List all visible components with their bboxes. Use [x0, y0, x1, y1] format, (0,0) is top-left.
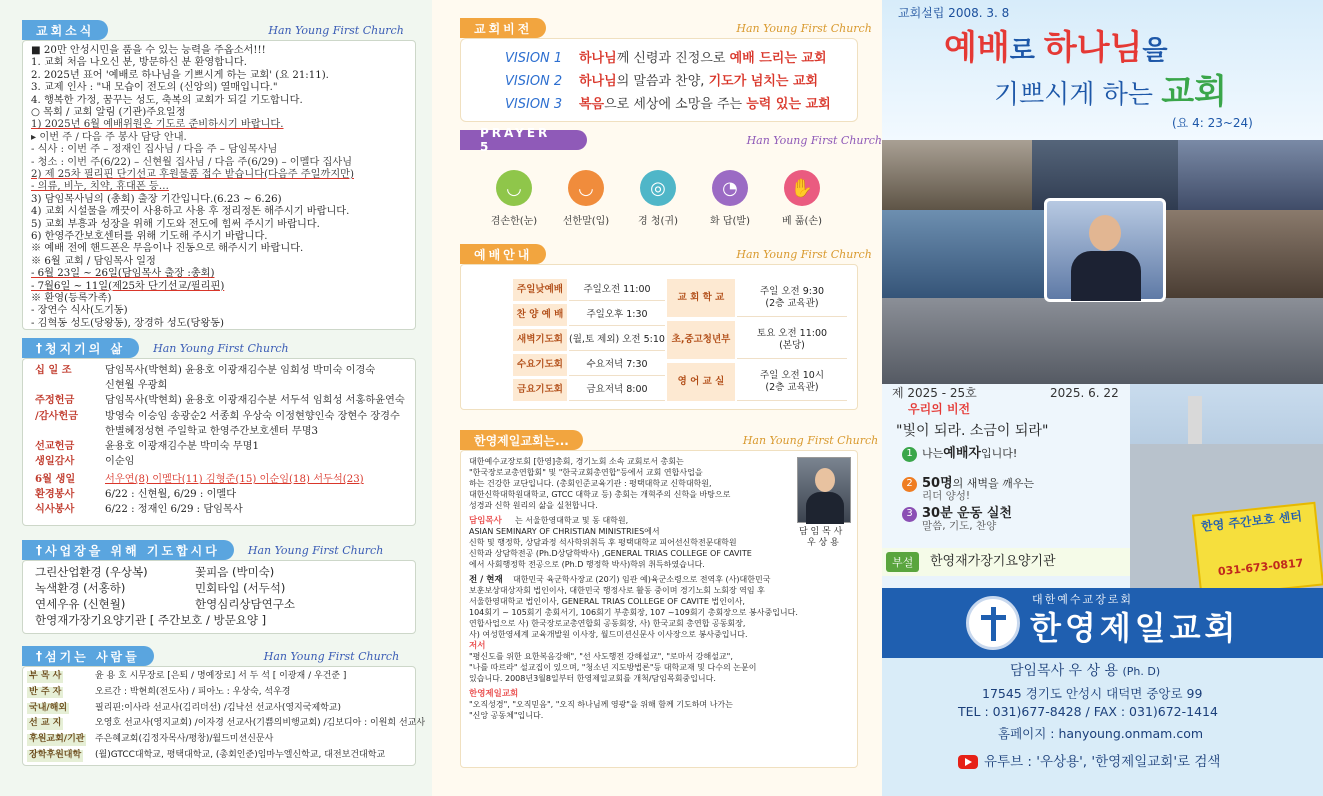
schedule-name: 교 회 학 교: [667, 279, 735, 317]
schedule-name: 초,중고청년부: [667, 321, 735, 359]
prayer-label: 경 청(귀): [638, 216, 678, 227]
photo-6: [882, 298, 1323, 384]
about-tag: 한영제일교회는...: [460, 430, 583, 450]
news-line: 1. 교회 처음 나오신 분, 방문하신 분 환영합니다.: [31, 57, 248, 69]
vision-box: [460, 38, 858, 122]
youtube-icon: [958, 755, 978, 769]
serve-text: 주은혜교회(김정자목사/평창)/월드미션신문사: [95, 734, 274, 745]
schedule-time: 주일오전 11:00: [569, 279, 665, 301]
pastor-photo: [797, 457, 851, 523]
issue-number: 제 2025 - 25호: [892, 386, 977, 400]
meal-text: 6/22 : 정재인 6/29 : 담임목사: [105, 504, 243, 515]
vision-highlight: 하나님: [579, 51, 617, 66]
workplace-item: 그린산업환경 (우상복): [35, 565, 148, 579]
news-line: - 식사 : 이번 주 – 정재인 집사님 / 다음 주 – 담임목사님: [31, 144, 278, 156]
goal-post: 입니다!: [980, 447, 1018, 460]
photo-1: [882, 140, 1032, 210]
schedule-name: 영 어 교 실: [667, 363, 735, 401]
news-line: ※ 환영(등록가족): [31, 293, 112, 304]
news-line: ※ 6월 교회 / 담임목사 일정: [31, 255, 156, 267]
birthday-text: 서우연(8) 이멜다(11) 김형준(15) 이순임(18) 서두석(23): [105, 474, 364, 485]
serve-header: [22, 646, 399, 666]
news-line: 3) 담임목사님의 (총회) 출장 기간입니다.(6.23 ~ 6.26): [31, 193, 282, 205]
serve-text: 윤 용 호 시무장로 [은퇴 / 명예장로] 서 두 석 [ 이광재 / 우건준 ]: [95, 671, 347, 681]
workplace-item: 꽃피음 (박미숙): [195, 565, 275, 579]
youtube-play: [965, 758, 972, 766]
news-en-title: Han Young First Church: [268, 23, 404, 37]
church-line: "신앙 공동체"입니다.: [469, 711, 544, 720]
workplace-item: 녹색환경 (서홍하): [35, 581, 126, 595]
offering-header: [22, 338, 289, 358]
homepage-link[interactable]: 홈페이지 : hanyoung.onmam.com: [998, 726, 1204, 741]
now-line: 사) 여성한영세계 교육개발원 이사장, 월드미션신문사 이사장으로 봉사중입니다.: [469, 630, 748, 639]
foot-icon: ◔: [712, 170, 748, 206]
serve-label: 장학후원대학: [29, 750, 82, 760]
about-line: 성경과 신학 원리의 삶을 실천합니다.: [469, 501, 598, 510]
address: 17545 경기도 안성시 대덕면 중앙로 99: [982, 686, 1203, 701]
our-vision-title: 우리의 비전: [908, 402, 971, 416]
edu-line: 신학과 상담학전공 (Ph.D상담학박사) ,GENERAL TRIAS COLLEGE OF CAVITE: [469, 549, 752, 558]
now-heading: 전 / 현재: [469, 575, 503, 585]
news-line: ▸ 이번 주 / 다음 주 봉사 담당 안내.: [31, 131, 187, 143]
vision-text: [579, 51, 827, 66]
offering-box: [22, 358, 416, 526]
vision-highlight: 하나님: [579, 74, 617, 89]
serve-text: (월)GTCC대학교, 평택대학교, (총회인준)임마누엘신학교, 대전보건대학교: [95, 750, 386, 760]
photo-3: [1178, 140, 1323, 210]
schedule-name: 수요기도회: [513, 354, 567, 376]
vision-en-title: Han Young First Church: [736, 21, 872, 35]
church-banner: [882, 588, 1323, 658]
edu-line: ASIAN SEMINARY OF CHRISTIAN MINISTRIES에서: [469, 527, 660, 536]
prayer-label: 화 답(발): [710, 216, 750, 227]
offering-en-title: Han Young First Church: [153, 341, 289, 355]
prayer-en-title: Han Young First Church: [746, 133, 882, 147]
news-line: - 7월6일 ~ 11일(제25차 단기선교/필리핀): [31, 280, 225, 292]
news-line: 6) 한영주간보호센터를 위해 기도해 주시기 바랍니다.: [31, 231, 268, 242]
offering-label: 주정헌금: [35, 394, 75, 407]
vision-panel: [432, 0, 882, 796]
prayer-header: [460, 126, 882, 154]
about-line: 대한예수교장로회 [한영]총회, 경기노회 소속 교회로서 총회는: [469, 457, 684, 466]
workplace-en-title: Han Young First Church: [247, 543, 384, 557]
pastor-name-text: 담임목사 우 상 용: [1010, 663, 1119, 679]
news-line: ※ 예배 전에 핸드폰은 무음이나 진동으로 해주시기 바랍니다.: [31, 243, 304, 255]
offering-names: 담임목사(박현희) 윤용호 이광재김수분 서두석 임희성 서홍하윤연숙: [105, 395, 405, 407]
greet-text: 6/22 : 신현월, 6/29 : 이멜다: [105, 489, 237, 500]
goal-key: 30분 운동 실천: [922, 506, 1012, 521]
attached-name: 한영재가장기요양기관: [930, 554, 1056, 569]
serve-tag-text: 섬기는 사람들: [45, 649, 140, 664]
goal-item: [902, 446, 1017, 462]
serve-label: 국내/해외: [29, 702, 68, 713]
schedule-name: 금요기도회: [513, 379, 567, 401]
vision-body: 의 말씀과 찬양,: [616, 74, 709, 89]
workplace-item: 연세우유 (신현월): [35, 597, 126, 611]
goal-key: 예배자: [943, 446, 981, 461]
schedule-name: 찬 양 예 배: [513, 304, 567, 326]
now-line: 대한민국 육군학사장교 (20기) 임관 예)육군소령으로 전역후 (사)대한민국: [513, 575, 771, 584]
schedule-time: 주일 오전 9:30 (2층 교육관): [737, 279, 847, 317]
greet-label: 환경봉사: [35, 488, 75, 500]
schedule-time: 주일오후 1:30: [569, 304, 665, 326]
serve-tag: † 섬기는 사람들: [22, 646, 154, 666]
vision-goal: 기도가 넘치는 교회: [708, 74, 819, 89]
denomination: 대한예수교장로회: [1032, 593, 1134, 606]
news-line: 2. 2025년 표어 '예배로 하나님을 기쁘시게 하는 교회' (요 21:11).: [31, 69, 329, 81]
workplace-box: [22, 560, 416, 634]
goal-post: 의 새벽을 깨우는: [952, 477, 1035, 490]
sign-phone: 031-673-0817: [1217, 556, 1304, 579]
offering-label: 생일감사: [35, 455, 75, 468]
offering-label: 선교헌금: [35, 440, 75, 452]
serve-label: 부 목 사: [29, 671, 62, 681]
motto-ro: 로: [1009, 36, 1044, 66]
church-heading: 한영제일교회: [469, 689, 519, 699]
serve-label: 선 교 지: [29, 718, 62, 729]
sign-title: 한영 주간보호 센터: [1200, 509, 1303, 534]
pastor-degree: (Ph. D): [1122, 665, 1161, 678]
pastor-suit: [806, 492, 844, 524]
vision-body: 으로 세상에 소망을 주는: [604, 97, 747, 112]
goal-number-icon: 3: [902, 507, 917, 522]
workplace-item: 한영심리상담연구소: [195, 597, 295, 611]
vision-tag: 교회비전: [460, 18, 546, 38]
about-line: 하는 건강한 교단입니다. (총회인준교육기관 : 평택대학교 신학대학원,: [469, 479, 712, 488]
books-line: "평신도를 위한 요한복음강해", "선 사도행전 강해설교", "로마서 강해설교",: [469, 652, 733, 661]
worship-box: [460, 264, 858, 410]
now-line: 연합사업으로 사) 한국장로교총연합회 공동회장, 사) 한국교회 총연합 공동회장,: [469, 619, 746, 628]
pastor-name: [1010, 662, 1160, 681]
offering-label: 십 일 조: [35, 364, 72, 376]
pastor-face: [815, 468, 835, 492]
news-tag: 교회소식: [22, 20, 108, 40]
vision-label: VISION 1: [505, 51, 563, 66]
now-line: 서울한영대학교 법인이사, GENERAL TRIAS COLLEGE OF CAVITE 법인이사,: [469, 597, 745, 606]
logo-cross-h: [981, 615, 1006, 620]
preacher-face: [1089, 215, 1121, 251]
motto-god: 하나님: [1043, 28, 1143, 68]
pastor-caption-title: 담 임 목 사: [799, 527, 843, 537]
news-line: - 6월 23일 ~ 26일(담임목사 출장 :총회): [31, 268, 215, 280]
about-en-title: Han Young First Church: [742, 433, 879, 447]
church-logo-icon: [966, 596, 1020, 650]
serve-text: 필리핀:이사라 선교사(김리더선) /김낙선 선교사(영지국제학교): [95, 702, 342, 713]
schedule-time: 토요 오전 11:00 (본당): [737, 321, 847, 359]
about-line: "한국장로교총연합회" 및 "한국교회총연합"등에서 교회 연합사업을: [469, 468, 703, 477]
prayer-tag: PRAYER 5: [460, 130, 587, 150]
news-line: 2) 제 25차 필리핀 단기선교 후원물품 접수 받습니다(다음주 주일까지만): [31, 169, 354, 180]
news-line: - 김혁동 성도(당왕동), 장경하 성도(당왕동): [31, 317, 224, 329]
vision-label: VISION 3: [505, 97, 563, 112]
books-line: 있습니다. 2008년3월8일부터 한영제일교회를 개척/담임목회중입니다.: [469, 674, 716, 683]
pastor-preaching-photo: [1044, 198, 1166, 302]
vision-header: [460, 18, 872, 38]
serve-label: 반 주 자: [29, 686, 62, 697]
edu-line: 에서 사회행정학 전공으로 (Ph.D 행정학 박사)학위 취득하였습니다.: [469, 560, 705, 569]
worship-header: [460, 244, 872, 264]
pastor-caption-name: 우 상 용: [807, 538, 839, 548]
news-line: - 청소 : 이번 주(6/22) – 신현월 집사님 / 다음 주(6/29) – 이멜다 집사님: [31, 156, 353, 168]
workplace-item: 민회타입 (서두석): [195, 581, 286, 595]
vision-goal: 능력 있는 교회: [746, 97, 831, 112]
photo-4: [882, 210, 1047, 298]
schedule-time: 수요저녁 7:30: [569, 354, 665, 376]
offering-label: /감사헌금: [35, 409, 79, 422]
schedule-time: 금요저녁 8:00: [569, 379, 665, 401]
serve-label: 후원교회/기관: [29, 734, 85, 745]
offering-names: 윤용호 이광재김수분 박미숙 무명1: [105, 441, 259, 452]
schedule-time: (월,토 제외) 오전 5:10: [569, 329, 665, 351]
serve-text: 오영호 선교사(영지교회) /이자경 선교사(기쁨의비행교회) /김보디아 : 이원희 선교사: [95, 718, 426, 729]
motto-church: 교회: [1161, 72, 1227, 112]
offering-names: 한별혜정성현 주일학교 한영주간보호센터 무명3: [105, 425, 319, 437]
hand-icon: ✋: [784, 170, 820, 206]
goal-pre: 나는: [922, 447, 944, 460]
mouth-icon: ◡: [568, 170, 604, 206]
serve-en-title: Han Young First Church: [263, 649, 400, 663]
edu-line: 신학 및 행정학, 상담과정 석사학위취득 후 평택대학교 피어선신학전문대학원: [469, 538, 737, 547]
slogan: "빛이 되라. 소금이 되라": [896, 423, 1049, 439]
workplace-tag-text: 사업장을 위해 기도합시다: [45, 543, 220, 558]
offering-tag-text: 청지기의 삶: [45, 341, 126, 356]
church-name: 한영제일교회: [1030, 609, 1240, 647]
now-line: 보훈보상대상자회 법인이사, 대한민국 행정사로 활동 중이며 경기노회 노회장 역임 후: [469, 586, 765, 595]
attached-bar: [882, 548, 1130, 576]
schedule-name: 새벽기도회: [513, 329, 567, 351]
prayer-list: [460, 152, 858, 236]
workplace-item: 한영재가장기요양기관 [ 주간보호 / 방문요양 ]: [35, 613, 267, 627]
news-line: 5) 교회 부흥과 성장을 위해 기도와 전도에 힘써 주시기 바랍니다.: [31, 218, 320, 230]
about-box: [460, 450, 858, 768]
news-line: 4. 행복한 가정, 꿈꾸는 성도, 축복의 교회가 되길 기도합니다.: [31, 94, 303, 106]
meal-label: 식사봉사: [35, 503, 75, 515]
building-photo: [1130, 384, 1323, 588]
workplace-tag: † 사업장을 위해 기도합시다: [22, 540, 234, 560]
tel-fax: TEL : 031)677-8428 / FAX : 031)672-1414: [958, 704, 1218, 719]
daycare-sign: [1192, 502, 1323, 599]
motto-eul: 을: [1142, 36, 1168, 66]
news-line: - 의류, 비누, 치약, 휴대폰 등…: [31, 181, 169, 193]
books-line: "나를 따르라" 설교집이 있으며, "청소년 지도방법론"등 대학교재 및 다수의 논문이: [469, 663, 757, 672]
offering-names: 이순임: [105, 456, 135, 468]
vision-label: VISION 2: [505, 74, 563, 89]
serve-box: [22, 666, 426, 766]
about-line: 대한신학대학원대학교, GTCC 대학교 등) 총회는 개혁주의 신학을 바탕으로: [469, 490, 731, 499]
goal-sub: 리더 양성!: [922, 490, 971, 502]
youtube-text[interactable]: 유투브 : '우상용', '한영제일교회'로 검색: [984, 754, 1221, 770]
vision-body: 께 신령과 진정으로: [616, 51, 730, 66]
prayer-label: 베 풂(손): [782, 216, 822, 227]
logo-cross-v: [991, 607, 996, 641]
motto-line-1: [944, 28, 1168, 71]
vision-text: [579, 97, 831, 112]
worship-tag: 예배안내: [460, 244, 546, 264]
news-panel: [0, 0, 432, 796]
news-line: 1) 2025년 6월 예배위원은 기도로 준비하시기 바랍니다.: [31, 119, 284, 131]
motto-worship: 예배: [944, 28, 1010, 68]
serve-text: 오르간 : 박현희(전도사) / 피아노 : 우상숙, 석우경: [95, 686, 291, 697]
goal-key: 50명: [922, 476, 953, 491]
vision-goal: 예배 드리는 교회: [729, 51, 827, 66]
news-line: - 장연수 식사(도기동): [31, 305, 128, 317]
offering-tag: † 청지기의 삶: [22, 338, 139, 358]
news-line: 3. 교제 인사 : "내 모습이 전도의 (신앙의) 열매입니다.": [31, 82, 278, 94]
news-header: [22, 20, 404, 40]
eye-icon: ◡: [496, 170, 532, 206]
now-line: 104회기 ~ 105회기 총회서기, 106회기 부총회장, 107 ~109회기 총회장으로 봉사중입니다.: [469, 608, 798, 617]
motto-verse: (요 4: 23~24): [1172, 116, 1253, 130]
ear-icon: ◎: [640, 170, 676, 206]
news-line: ○ 목회 / 교회 알림 (기관)주요일정: [31, 107, 186, 118]
offering-names: 신현월 우광희: [105, 380, 168, 392]
prayer-label: 선한말(입): [562, 216, 610, 227]
edu-heading: 담임목사: [469, 516, 502, 526]
motto-pleasing: 기쁘시게 하는: [994, 80, 1162, 110]
schedule-name: 주일낮예배: [513, 279, 567, 301]
goal-number-icon: 1: [902, 447, 917, 462]
cover-panel: [882, 0, 1323, 796]
edu-line: 는 서울한영대학교 및 동 대학원,: [515, 516, 629, 525]
books-heading: 저서: [469, 641, 486, 651]
offering-names: 담임목사(박현희) 윤용호 이광재김수분 임희성 박미숙 이경숙: [105, 365, 376, 376]
church-line: "오직성경", "오직믿음", "오직 하나님께 영광"을 위해 함께 기도하며 나가는: [469, 700, 733, 709]
goal-sub: 말씀, 기도, 찬양: [922, 520, 997, 532]
offering-names: 방영숙 이승임 송광순2 서종희 우상숙 이정현향인숙 장현수 장경수: [105, 410, 400, 422]
news-line: 4) 교회 시설물을 깨끗이 사용하고 사용 후 정리정돈 해주시기 바랍니다.: [31, 206, 350, 218]
photo-5: [1162, 210, 1323, 298]
about-header: [460, 430, 878, 450]
schedule-time: 주일 오전 10시 (2층 교육관): [737, 363, 847, 401]
vision-highlight: 복음: [579, 97, 605, 112]
founded-date: 교회설립 2008. 3. 8: [898, 6, 1010, 20]
vision-text: [579, 74, 818, 89]
workplace-header: [22, 540, 383, 560]
attached-tag: 부설: [886, 552, 919, 572]
news-box: [22, 40, 416, 330]
goal-number-icon: 2: [902, 477, 917, 492]
photo-collage: [882, 140, 1323, 384]
issue-date: 2025. 6. 22: [1050, 386, 1119, 400]
worship-en-title: Han Young First Church: [736, 247, 872, 261]
preacher-suit: [1071, 251, 1141, 301]
news-line: ■ 20만 안성시민을 품을 수 있는 능력을 주옵소서!!!: [31, 45, 266, 56]
birthday-label: 6월 생일: [35, 473, 76, 485]
motto-line-2: [994, 74, 1227, 113]
prayer-label: 겸손한(눈): [490, 216, 538, 227]
